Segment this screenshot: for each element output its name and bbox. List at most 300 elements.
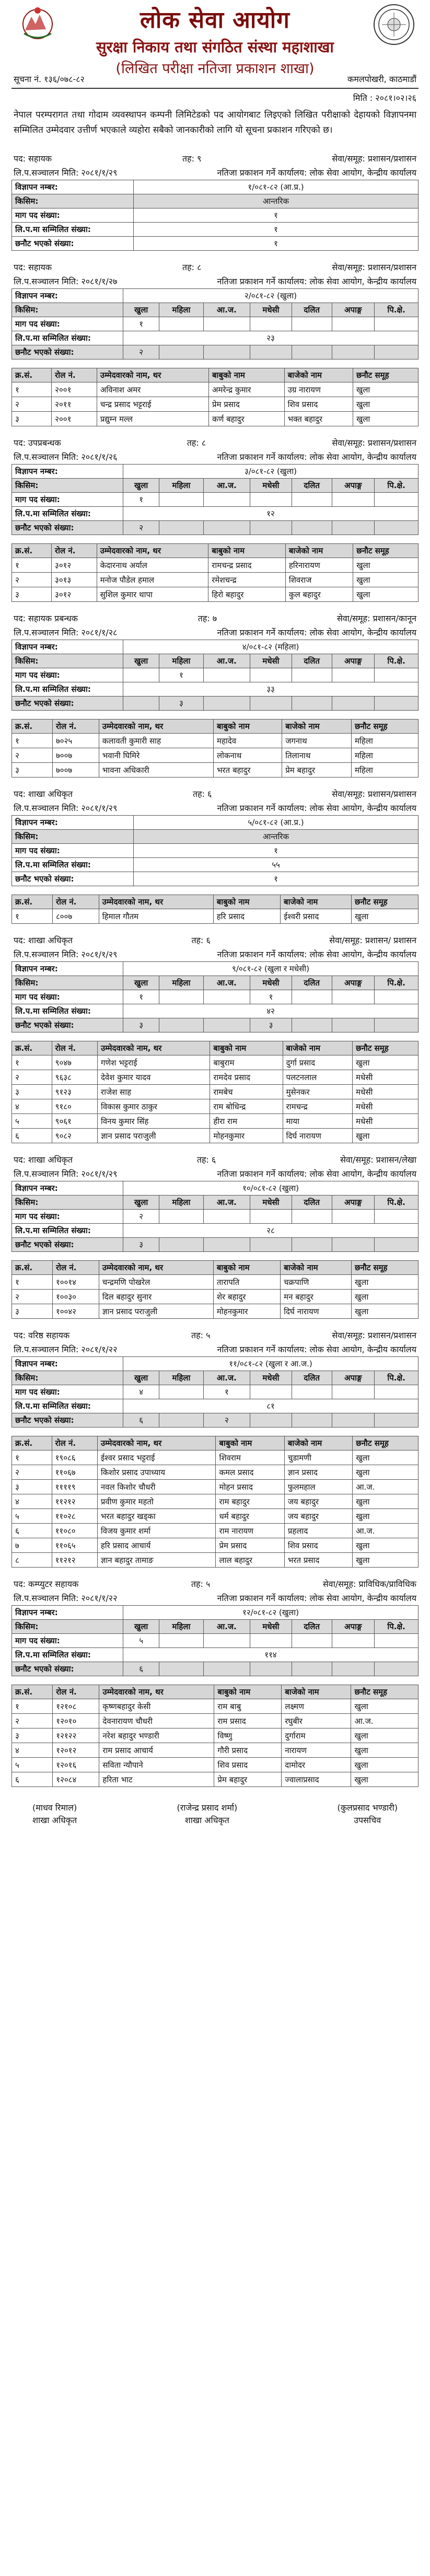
section-name: (लिखित परीक्षा नतिजा प्रकाशन शाखा)	[115, 61, 315, 77]
table-cell: विनय कुमार सिंह	[97, 1114, 210, 1129]
adv-label: विज्ञापन नम्बर:	[12, 1357, 123, 1371]
table-cell: ७०२५	[52, 734, 99, 748]
applicants-row	[12, 682, 419, 697]
result-office: नतिजा प्रकाशन गर्ने कार्यालय: लोक सेवा आयोग, केन्द्रीय कार्यालय	[217, 276, 416, 286]
table-cell: खुला	[353, 1129, 419, 1143]
adv-row	[12, 816, 419, 830]
table-cell: महिला	[351, 763, 418, 778]
table-cell: लोकनाथ	[213, 748, 282, 763]
posts-cell: १	[203, 1385, 250, 1399]
passed-cell	[292, 1238, 332, 1252]
adv-label: लि.प.मा सम्मिलित संख्या:	[12, 1399, 123, 1413]
adv-label: माग पद संख्या:	[12, 1210, 123, 1224]
table-cell: मनोज पौडेल हमाल	[97, 573, 208, 587]
table-cell: ३	[12, 1480, 52, 1494]
adv-label: माग पद संख्या:	[12, 317, 123, 331]
adv-value: आन्तरिक	[134, 830, 419, 844]
table-cell: महिला	[351, 748, 418, 763]
result-office: नतिजा प्रकाशन गर्ने कार्यालय: लोक सेवा आयोग, केन्द्रीय कार्यालय	[217, 452, 416, 462]
section-meta	[11, 1577, 419, 1605]
table-cell: खुला	[351, 1728, 419, 1743]
passed-cell	[203, 1662, 250, 1676]
candidate-table	[11, 1260, 419, 1319]
passed-cell	[159, 345, 203, 359]
result-section	[11, 1153, 419, 1319]
table-cell: राम बहादुर	[216, 1494, 284, 1509]
column-header: उम्मेदवारको नाम, थर	[97, 1041, 210, 1055]
table-cell: भरत बहादुर खड्का	[97, 1509, 216, 1524]
adv-label: किसिम:	[12, 303, 123, 317]
posts-row	[12, 317, 419, 331]
post-name: पद: उपप्रबन्धक	[14, 438, 61, 448]
table-cell: राजेश साह	[97, 1085, 210, 1099]
category-header: मधेसी	[250, 1196, 292, 1210]
adv-value: १	[134, 237, 419, 251]
table-cell: १	[12, 1451, 52, 1465]
column-header: छनौट समूह	[353, 1041, 419, 1055]
column-header: रोल नं.	[52, 368, 97, 382]
table-cell: १	[12, 558, 52, 573]
table-cell: हीरा राम	[210, 1114, 283, 1129]
category-header: दलित	[292, 1196, 332, 1210]
column-header: रोल नं.	[52, 720, 99, 734]
adv-label: लि.प.मा सम्मिलित संख्या:	[12, 1648, 123, 1662]
post-row	[11, 1153, 419, 1167]
post-level: तह: ६	[196, 1155, 216, 1165]
passed-cell	[250, 1413, 292, 1428]
table-row	[12, 1465, 419, 1480]
section-meta	[11, 1328, 419, 1356]
table-cell: ज्ञान प्रसाद पराजुली	[97, 1129, 210, 1143]
posts-cell	[203, 668, 250, 682]
table-cell: खुला	[352, 909, 419, 924]
table-row	[12, 397, 419, 412]
table-cell: खुला	[351, 1772, 419, 1787]
column-header: रोल नं.	[52, 895, 99, 909]
table-cell: उग्र नारायण	[284, 382, 353, 397]
table-cell: दामोदर	[282, 1758, 351, 1772]
column-header: रोल नं.	[53, 1685, 99, 1699]
table-cell: ३	[12, 587, 52, 602]
signature-block: (माधव रिमाल) शाखा अधिकृत	[32, 1803, 77, 1825]
adv-value: ११/०८१-८२ (खुला र आ.ज.)	[123, 1357, 419, 1371]
post-row	[11, 611, 419, 625]
adv-label: किसिम:	[12, 194, 134, 208]
table-cell: ६	[12, 1129, 52, 1143]
table-cell: जय बहादुर	[284, 1509, 352, 1524]
service-group: सेवा/समूह: प्रशासन/प्रशासन	[332, 1330, 416, 1340]
table-cell: १	[12, 382, 52, 397]
applicants-row	[12, 1004, 419, 1018]
table-cell: लाल बहादुर	[216, 1553, 284, 1568]
table-row	[12, 1714, 419, 1728]
adv-label: छनौट भएको संख्या:	[12, 1018, 123, 1032]
table-cell: दुर्गा प्रसाद	[283, 1055, 353, 1070]
applicants-value: २८	[123, 1224, 419, 1238]
table-cell: १२०१६	[53, 1758, 99, 1772]
passed-cell	[375, 1018, 419, 1032]
column-header: बाबुको नाम	[208, 544, 286, 558]
post-row	[11, 1577, 419, 1591]
table-row	[12, 1553, 419, 1568]
passed-row	[12, 1238, 419, 1252]
adv-value: १०/०८१-८२ (खुला)	[123, 1181, 419, 1196]
category-header-row	[12, 1371, 419, 1385]
posts-cell	[203, 493, 250, 507]
table-cell: फुलमहाल	[284, 1480, 352, 1494]
candidate-table	[11, 895, 419, 924]
passed-cell: २	[203, 1413, 250, 1428]
service-group: सेवा/समूह: प्रशासन/कानून	[336, 613, 416, 623]
passed-cell	[250, 697, 292, 711]
post-name: पद: कम्प्युटर सहायक	[14, 1579, 79, 1589]
category-header: खुला	[123, 1620, 159, 1634]
posts-cell	[203, 1634, 250, 1648]
applicants-value: ८१	[123, 1399, 419, 1413]
table-row	[12, 1743, 419, 1758]
table-cell: राम प्रसाद आचार्य	[99, 1743, 214, 1758]
post-row	[11, 787, 419, 801]
posts-row	[12, 1634, 419, 1648]
adv-row	[12, 830, 419, 844]
adv-label: किसिम:	[12, 976, 123, 990]
adv-label: छनौट भएको संख्या:	[12, 1238, 123, 1252]
adv-value: ५५	[134, 858, 419, 872]
table-cell: कृष्णबहादुर केसी	[99, 1699, 214, 1714]
table-cell: खुला	[351, 1758, 419, 1772]
table-cell: ९१८०	[52, 1099, 97, 1114]
adv-number-row	[12, 962, 419, 976]
adv-label: विज्ञापन नम्बर:	[12, 640, 123, 654]
table-cell: ११०८०	[52, 1524, 97, 1538]
passed-cell: २	[123, 521, 159, 535]
category-header: आ.ज.	[203, 1371, 250, 1385]
table-cell: मधेसी	[353, 1114, 419, 1129]
category-header: पि.क्षे.	[375, 479, 419, 493]
table-cell: मधेसी	[353, 1070, 419, 1085]
posts-cell: १	[123, 317, 159, 331]
table-cell: ज्ञान प्रसाद पराजुली	[99, 1304, 213, 1319]
post-level: तह: ५	[191, 1330, 211, 1340]
table-cell: रघुबीर	[282, 1714, 351, 1728]
letterhead	[11, 0, 419, 77]
posts-cell	[250, 1210, 292, 1224]
passed-cell	[332, 1662, 375, 1676]
passed-cell: ६	[123, 1413, 159, 1428]
category-header: पि.क्षे.	[375, 1371, 419, 1385]
exam-date: लि.प.सञ्चालन मिति: २०८१/१/२९	[14, 168, 118, 178]
adv-label: लि.प.मा सम्मिलित संख्या:	[12, 331, 123, 345]
adv-value: १	[134, 872, 419, 886]
passed-row	[12, 345, 419, 359]
table-cell: ७	[12, 1538, 52, 1553]
table-cell: ९०६१	[52, 1114, 97, 1129]
column-header: बाबुको नाम	[216, 1436, 284, 1451]
date-row	[11, 625, 419, 640]
column-header: क्र.सं.	[12, 368, 52, 382]
adv-label: विज्ञापन नम्बर:	[12, 816, 134, 830]
table-cell: राम प्रसाद	[214, 1714, 282, 1728]
applicants-value: ३३	[123, 682, 419, 697]
posts-cell	[159, 493, 203, 507]
table-cell: ३	[12, 412, 52, 426]
table-cell: हिमाल गौतम	[99, 909, 213, 924]
adv-value: ३/०८१-८२ (खुला)	[123, 465, 419, 479]
column-header: छनौट समूह	[352, 1261, 419, 1275]
adv-label: किसिम:	[12, 1371, 123, 1385]
table-cell: १२१०८	[53, 1699, 99, 1714]
posts-cell	[292, 990, 332, 1004]
service-group: सेवा/समूह: प्रशासन/प्रशासन	[332, 262, 416, 272]
table-cell: २०११	[52, 397, 97, 412]
table-cell: चन्द्रमणि पोखरेल	[99, 1275, 213, 1290]
notice-date: मिति : २०८१।०२।२६	[353, 93, 416, 103]
adv-label: माग पद संख्या:	[12, 844, 134, 858]
posts-row	[12, 1210, 419, 1224]
table-cell: खुला	[353, 573, 419, 587]
applicants-value: २३	[123, 331, 419, 345]
table-cell: खुला	[353, 382, 418, 397]
passed-cell	[159, 1662, 203, 1676]
table-cell: शिव प्रसाद	[284, 397, 353, 412]
table-cell: देवेश कुमार यादव	[97, 1070, 210, 1085]
column-header: बाजेको नाम	[285, 544, 353, 558]
result-office: नतिजा प्रकाशन गर्ने कार्यालय: लोक सेवा आयोग, केन्द्रीय कार्यालय	[217, 628, 416, 637]
table-cell: प्रेम बहादुर	[282, 763, 352, 778]
passed-row	[12, 1413, 419, 1428]
posts-cell: १	[123, 493, 159, 507]
table-cell: चन्द्र प्रसाद भट्टराई	[97, 397, 208, 412]
result-office: नतिजा प्रकाशन गर्ने कार्यालय: लोक सेवा आयोग, केन्द्रीय कार्यालय	[217, 1344, 416, 1354]
table-cell: १९०८६	[52, 1451, 97, 1465]
candidate-header-row	[12, 1685, 419, 1699]
column-header: बाबुको नाम	[210, 1041, 283, 1055]
column-header: बाजेको नाम	[282, 720, 352, 734]
exam-date: लि.प.सञ्चालन मिति: २०८१/१/२२	[14, 1344, 118, 1354]
posts-row	[12, 1385, 419, 1399]
result-section	[11, 787, 419, 924]
table-cell: ११०६७	[52, 1465, 97, 1480]
result-office: नतिजा प्रकाशन गर्ने कार्यालय: लोक सेवा आयोग, केन्द्रीय कार्यालय	[217, 803, 416, 813]
table-row	[12, 1509, 419, 1524]
posts-cell	[250, 1385, 292, 1399]
table-row	[12, 1055, 419, 1070]
category-header: महिला	[159, 1196, 203, 1210]
table-cell: मधेसी	[353, 1085, 419, 1099]
exam-date: लि.प.सञ्चालन मिति: २०८१/१/२९	[14, 803, 118, 813]
passed-cell	[292, 1413, 332, 1428]
table-cell: १	[12, 1699, 53, 1714]
table-row	[12, 748, 419, 763]
applicants-value: ४२	[123, 1004, 419, 1018]
table-cell: खुला	[353, 1494, 419, 1509]
column-header: बाजेको नाम	[282, 1685, 351, 1699]
table-row	[12, 1758, 419, 1772]
candidate-header-row	[12, 1041, 419, 1055]
service-group: सेवा/समूह: प्रशासन/ प्रशासन	[329, 935, 416, 945]
table-row	[12, 1304, 419, 1319]
category-header: अपाङ्ग	[332, 976, 375, 990]
passed-cell	[203, 345, 250, 359]
table-cell: रामचन्द्र प्रसाद	[208, 558, 286, 573]
passed-cell	[250, 521, 292, 535]
table-cell: आ.ज.	[351, 1714, 419, 1728]
category-header-row	[12, 1196, 419, 1210]
table-cell: २	[12, 1465, 52, 1480]
table-cell: १००१४	[52, 1275, 99, 1290]
passed-cell	[375, 1238, 419, 1252]
post-level: तह: ९	[182, 154, 202, 164]
category-header: दलित	[292, 1371, 332, 1385]
table-cell: खुला	[351, 1743, 419, 1758]
advertisement-table	[11, 180, 419, 251]
table-cell: प्रेम बहादुर	[214, 1772, 282, 1787]
passed-cell: ३	[159, 697, 203, 711]
category-header: अपाङ्ग	[332, 1620, 375, 1634]
section-meta	[11, 152, 419, 180]
adv-row	[12, 194, 419, 208]
table-cell: खुला	[353, 1509, 419, 1524]
table-cell: मुसेनकर	[283, 1085, 353, 1099]
table-cell: सुशिल कुमार थापा	[97, 587, 208, 602]
category-header: महिला	[159, 976, 203, 990]
adv-value: १	[134, 208, 419, 223]
table-cell: दिर्घ नारायण	[281, 1304, 352, 1319]
adv-label: लि.प.मा सम्मिलित संख्या:	[12, 1224, 123, 1238]
adv-label: माग पद संख्या:	[12, 1634, 123, 1648]
table-cell: ७००७	[52, 748, 99, 763]
table-row	[12, 1070, 419, 1085]
table-cell: ३	[12, 1085, 52, 1099]
passed-cell	[203, 697, 250, 711]
posts-cell: ५	[123, 1634, 159, 1648]
section-meta	[11, 1153, 419, 1181]
category-header: अपाङ्ग	[332, 1371, 375, 1385]
adv-label: किसिम:	[12, 830, 134, 844]
column-header: रोल नं.	[52, 1041, 97, 1055]
result-section	[11, 1328, 419, 1568]
table-cell: भावना अधिकारी	[99, 763, 213, 778]
table-cell: माया	[283, 1114, 353, 1129]
column-header: बाबुको नाम	[214, 1685, 282, 1699]
section-meta	[11, 787, 419, 815]
posts-cell: १	[250, 990, 292, 1004]
table-row	[12, 909, 419, 924]
passed-cell	[250, 345, 292, 359]
category-header: मधेसी	[250, 1371, 292, 1385]
table-cell: ४	[12, 1099, 52, 1114]
table-cell: तिलानाथ	[282, 748, 352, 763]
table-row	[12, 734, 419, 748]
table-cell: किशोर प्रसाद उपाध्याय	[97, 1465, 216, 1480]
passed-cell	[292, 521, 332, 535]
adv-row	[12, 844, 419, 858]
table-cell: भक्त बहादुर	[284, 412, 353, 426]
adv-label: विज्ञापन नम्बर:	[12, 962, 123, 976]
adv-label: किसिम:	[12, 1196, 123, 1210]
category-header: महिला	[159, 303, 203, 317]
post-name: पद: वरिष्ठ सहायक	[14, 1330, 70, 1340]
table-cell: कुल बहादुर	[285, 587, 353, 602]
adv-label: छनौट भएको संख्या:	[12, 697, 123, 711]
column-header: उम्मेदवारको नाम, थर	[99, 1685, 214, 1699]
table-cell: नवल किशोर चौधरी	[97, 1480, 216, 1494]
table-cell: ६	[12, 1524, 52, 1538]
applicants-row	[12, 507, 419, 521]
category-header: आ.ज.	[203, 479, 250, 493]
category-header: मधेसी	[250, 976, 292, 990]
passed-cell	[332, 345, 375, 359]
table-cell: ७००७	[52, 763, 99, 778]
service-group: सेवा/समूह: प्राविधिक/प्राविधिक	[322, 1579, 416, 1589]
posts-cell: ४	[123, 1385, 159, 1399]
posts-cell	[203, 1210, 250, 1224]
post-row	[11, 260, 419, 274]
result-office: नतिजा प्रकाशन गर्ने कार्यालय: लोक सेवा आयोग, केन्द्रीय कार्यालय	[217, 1593, 416, 1603]
category-header: महिला	[159, 1371, 203, 1385]
table-row	[12, 1290, 419, 1304]
post-level: तह: ८	[187, 438, 206, 448]
candidate-header-row	[12, 1261, 419, 1275]
psc-seal-icon	[373, 3, 415, 46]
passed-cell	[332, 521, 375, 535]
table-cell: ११२१२	[52, 1494, 97, 1509]
table-cell: ज्वालाप्रसाद	[282, 1772, 351, 1787]
table-row	[12, 1099, 419, 1114]
posts-cell: १	[123, 990, 159, 1004]
table-cell: गणेश भट्टराई	[97, 1055, 210, 1070]
category-header: खुला	[123, 976, 159, 990]
table-cell: हरि प्रसाद आचार्य	[97, 1538, 216, 1553]
table-cell: ९६३८	[52, 1070, 97, 1085]
table-cell: ४	[12, 1494, 52, 1509]
passed-cell: ३	[123, 1018, 159, 1032]
column-header: बाबुको नाम	[208, 368, 284, 382]
table-cell: दिर्घ नारायण	[283, 1129, 353, 1143]
table-cell: १२०८४	[53, 1772, 99, 1787]
column-header: क्र.सं.	[12, 1685, 53, 1699]
result-office: नतिजा प्रकाशन गर्ने कार्यालय: लोक सेवा आयोग, केन्द्रीय कार्यालय	[217, 1169, 416, 1179]
table-row	[12, 1699, 419, 1714]
candidate-header-row	[12, 720, 419, 734]
table-cell: नारायण	[282, 1743, 351, 1758]
table-cell: कर्ण बहादुर	[208, 412, 284, 426]
category-header: मधेसी	[250, 303, 292, 317]
table-cell: १	[12, 1275, 53, 1290]
table-row	[12, 1129, 419, 1143]
signature-block: (कुलप्रसाद भण्डारी) उपसचिव	[337, 1803, 398, 1825]
table-cell: महिला	[351, 734, 418, 748]
table-row	[12, 1480, 419, 1494]
adv-label: माग पद संख्या:	[12, 668, 123, 682]
post-name: पद: सहायक	[14, 262, 52, 272]
column-header: छनौट समूह	[353, 1436, 419, 1451]
table-cell: तारापति	[213, 1275, 280, 1290]
table-cell: जगनाथ	[282, 734, 352, 748]
passed-cell	[292, 1662, 332, 1676]
table-cell: ११०२८	[52, 1509, 97, 1524]
advertisement-table	[11, 1605, 419, 1676]
table-cell: ज्ञान बहादुर तामाङ	[97, 1553, 216, 1568]
table-cell: १२०१२	[53, 1743, 99, 1758]
date-row	[11, 801, 419, 815]
column-header: बाजेको नाम	[283, 1041, 353, 1055]
column-header: रोल नं.	[52, 1261, 99, 1275]
adv-label: लि.प.मा सम्मिलित संख्या:	[12, 507, 123, 521]
adv-label: किसिम:	[12, 479, 123, 493]
table-cell: १	[12, 909, 53, 924]
table-cell: चुडामणी	[284, 1451, 352, 1465]
